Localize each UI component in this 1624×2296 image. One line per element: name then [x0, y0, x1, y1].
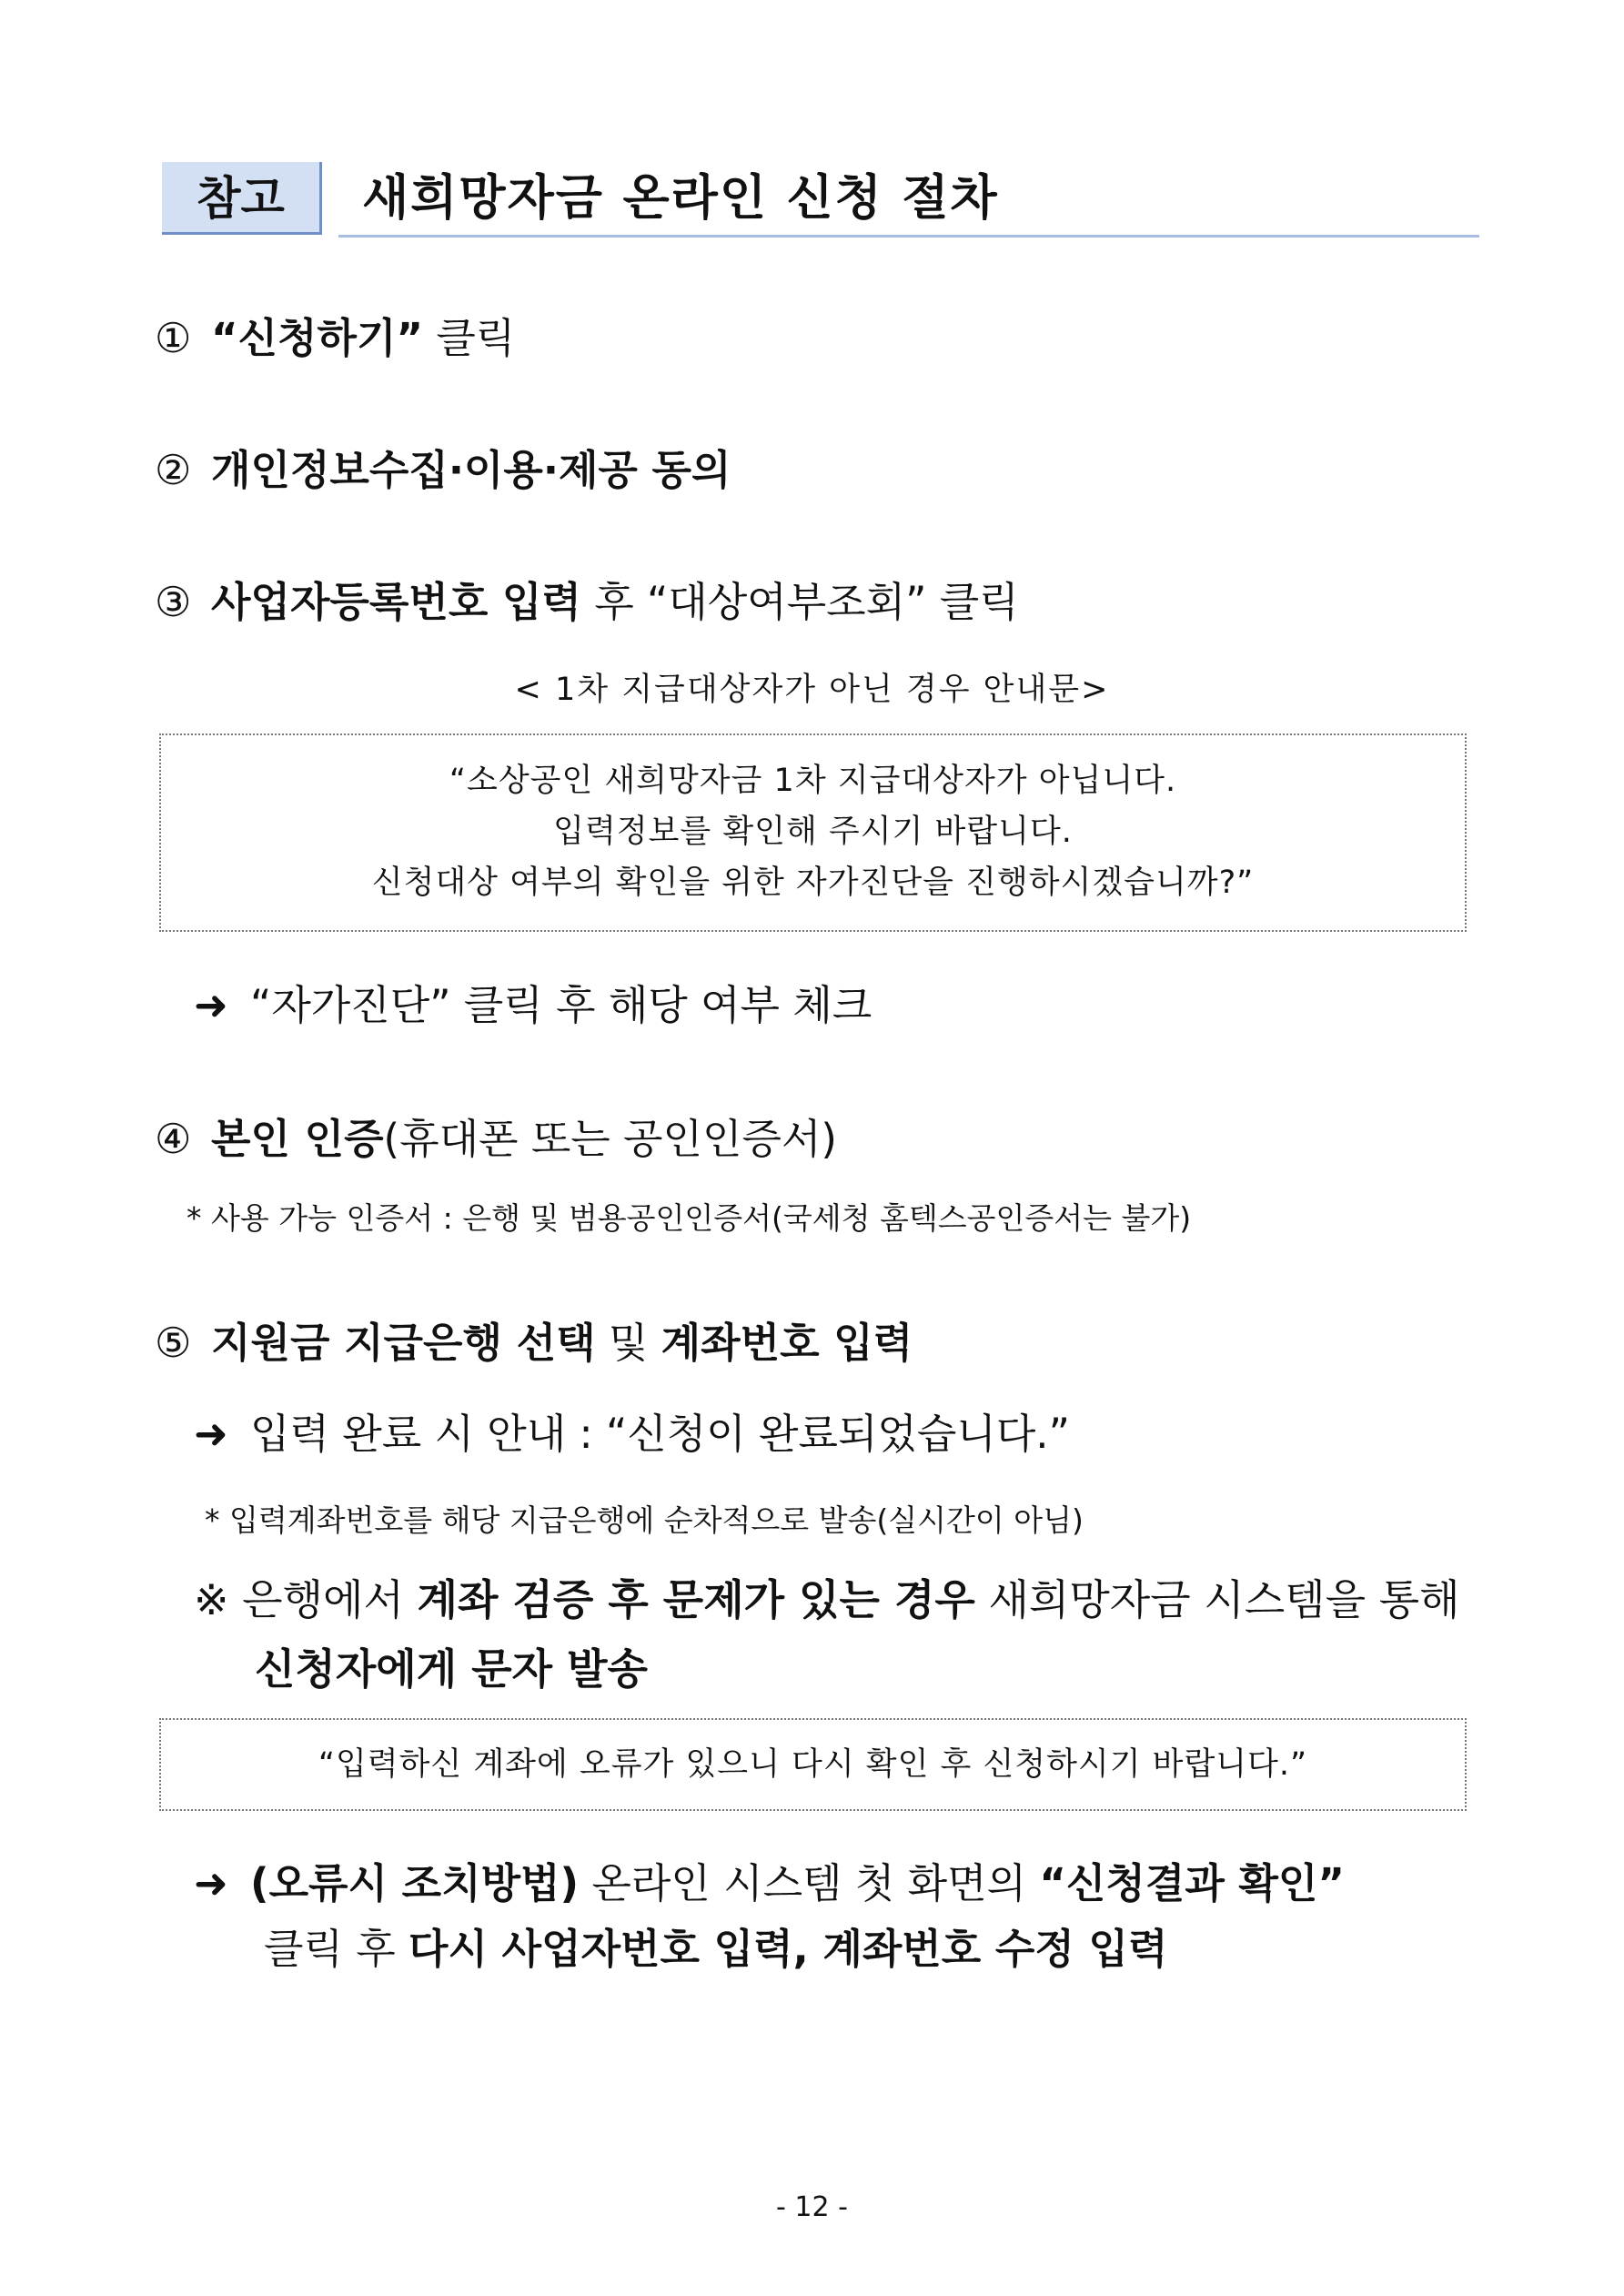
warning-pre: 은행에서 — [228, 1575, 418, 1624]
arrow-3-text: 온라인 시스템 첫 화면의 — [579, 1859, 1040, 1907]
step-5-bold-2: 계좌번호 입력 — [661, 1319, 913, 1367]
page-number: - 12 - — [776, 2191, 848, 2223]
step-3-text: 후 “대상여부조회” 클릭 — [580, 578, 1019, 626]
notice-1-line: “소상공인 새희망자금 1차 지급대상자가 아닙니다. — [449, 763, 1177, 799]
step-1-number: ① — [155, 314, 192, 362]
reference-mark-icon: ※ — [194, 1575, 229, 1624]
arrow-3-bold-2: “신청결과 확인” — [1039, 1859, 1345, 1907]
step-1 — [155, 311, 515, 366]
reference-badge: 참고 — [162, 162, 322, 235]
step-4-note: * 사용 가능 인증서 : 은행 및 범용공인인증서(국세청 홈텍스공인증서는 불가) — [187, 1200, 1192, 1236]
arrow-icon: ➜ — [194, 1859, 228, 1907]
arrow-icon: ➜ — [194, 1410, 228, 1458]
step-4-bold: 본인 인증 — [211, 1115, 384, 1163]
step-1-bold: “신청하기” — [211, 314, 424, 362]
step-2-number: ② — [155, 446, 192, 494]
notice-2-text: “입력하신 계좌에 오류가 있으니 다시 확인 후 신청하시기 바랍니다.” — [318, 1746, 1308, 1783]
arrow-icon: ➜ — [194, 981, 228, 1029]
step-1-text: 클릭 — [423, 314, 516, 362]
step-4-number: ④ — [155, 1115, 192, 1163]
title-underline — [338, 235, 1479, 238]
step-4-text: (휴대폰 또는 공인인증서) — [383, 1115, 837, 1163]
step-5-number: ⑤ — [155, 1319, 192, 1367]
arrow-line-1 — [194, 978, 872, 1033]
step-4 — [155, 1112, 837, 1167]
step-5 — [155, 1316, 913, 1371]
arrow-line-2 — [194, 1407, 1070, 1462]
warning-line-1 — [194, 1573, 1460, 1627]
step-3-bold: 사업자등록번호 입력 — [211, 578, 581, 626]
arrow-2-text: 입력 완료 시 안내 : “신청이 완료되었습니다.” — [250, 1410, 1070, 1458]
step-2-bold: 개인정보수집·이용·제공 동의 — [211, 446, 731, 494]
warning-line-2-bold: 신청자에게 문자 발송 — [255, 1644, 648, 1694]
arrow-3-bold-1: (오류시 조치방법) — [250, 1859, 580, 1907]
step-5-bold-1: 지원금 지급은행 선택 — [211, 1319, 596, 1367]
page-title: 새희망자금 온라인 신청 절차 — [362, 170, 999, 226]
warning-post: 새희망자금 시스템을 통해 — [974, 1575, 1460, 1624]
warning-line-2 — [255, 1642, 648, 1696]
notice-1-caption: < 1차 지급대상자가 아닌 경우 안내문> — [514, 672, 1110, 708]
warning-bold: 계좌 검증 후 문제가 있는 경우 — [417, 1575, 975, 1624]
arrow-1-text: “자가진단” 클릭 후 해당 여부 체크 — [250, 981, 873, 1029]
step-5-text: 및 — [595, 1319, 661, 1367]
step-3-number: ③ — [155, 578, 192, 626]
notice-1-box — [159, 733, 1467, 932]
step-2 — [155, 443, 731, 498]
notice-2-box — [159, 1718, 1467, 1811]
notice-1-line: 입력정보를 확인해 주시기 바랍니다. — [553, 814, 1073, 850]
notice-1-line: 신청대상 여부의 확인을 위한 자가진단을 진행하시겠습니까?” — [371, 865, 1255, 901]
arrow-line-3-continued — [264, 1922, 1167, 1977]
note-2: * 입력계좌번호를 해당 지급은행에 순차적으로 발송(실시간이 아님) — [205, 1502, 1084, 1538]
arrow-3-line2-bold: 다시 사업자번호 입력, 계좌번호 수정 입력 — [409, 1925, 1168, 1973]
arrow-line-3 — [194, 1856, 1345, 1911]
arrow-3-line2-text: 클릭 후 — [264, 1925, 409, 1973]
step-3 — [155, 575, 1019, 630]
